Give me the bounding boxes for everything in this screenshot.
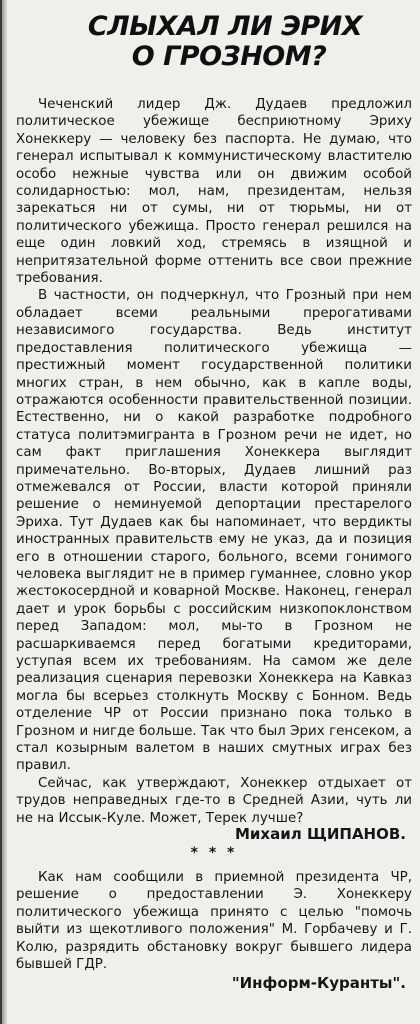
article-headline <box>2 12 420 72</box>
paragraph-2: В частности, он подчеркнул, что Грозный при нем обладает всеми реальными прерогативами независимого государства. Ведь институт предоставления политического убежища — престижный момент государственной политики многих стран, в нем обычно, как в капле воды, отражаются особенности правительственной позиции. Естественно, ни о какой разработке подробного статуса политэмигранта в Грозном речи не идет, но сам факт приглашения Хонеккера выглядит примечательно. Во-вторых, Дудаев лишний раз отмежевался от России, власти которой приняли решение о неминуемой депортации престарелого Эриха. Тут Дудаев как бы напоминает, что вердикты иностранных правительств ему не указ, да и позиция его в отношении старого, больного, всеми гонимого человека выглядит не в пример гуманнее, словно укор жестокосердной и коварной Москве. Наконец, генерал дает и урок борьбы с российским низкопоклонством перед Западом: мол, мы-то в Грозном не расшаркиваемся перед богатыми кредиторами, уступая всем их требованиям. На самом же деле реализация сценария перевозки Хонеккера на Кавказ могла бы всерьез столкнуть Москву с Бонном. Ведь отделение ЧР от России признано пока только в Грозном и нигде больше. Так что был Эрих генсеком, а стал козырным валетом в наших смутных играх без правил. <box>16 288 412 774</box>
paragraph-3: Сейчас, как утверждают, Хонеккер отдыхает от трудов неправедных где-то в Средней Азии, чуть ли не на Иссык-Куле. Может, Терек лучше? <box>16 775 412 826</box>
news-source: "Информ-Куранты". <box>231 974 406 993</box>
headline-line-2: О ГРОЗНОМ? <box>131 41 327 72</box>
headline-line-1: СЛЫХАЛ ЛИ ЭРИХ <box>87 11 363 42</box>
note-text: Как нам сообщили в приемной президента ЧР, решение о предоставлении Э. Хонеккеру политического убежища принято с целью "помочь выйти из щекотливого положения" М. Горбачеву и Г. Колю, разрядить обстановку вокруг бывшего лидера бывшей ГДР. <box>16 869 412 972</box>
section-separator: * * * <box>190 845 238 862</box>
editorial-note <box>16 869 412 973</box>
author-signature: Михаил ЩИПАНОВ. <box>235 825 406 844</box>
page-edge-shadow <box>2 0 8 1024</box>
paragraph-1: Чеченский лидер Дж. Дудаев предложил политическое убежище бесприютному Эриху Хонеккеру — человеку без паспорта. Не думаю, что генерал испытывал к коммунистическому властителю особо нежные чувства или он движим особой солидарностью: мол, нам, президентам, нельзя зарекаться ни от сумы, ни от тюрьмы, ни от политического убежища. Просто генерал решился на еще один ловкий ход, стремясь в изящной и непритязательной форме оттенить все свои прежние требования. <box>16 97 412 287</box>
article-body <box>16 96 412 993</box>
